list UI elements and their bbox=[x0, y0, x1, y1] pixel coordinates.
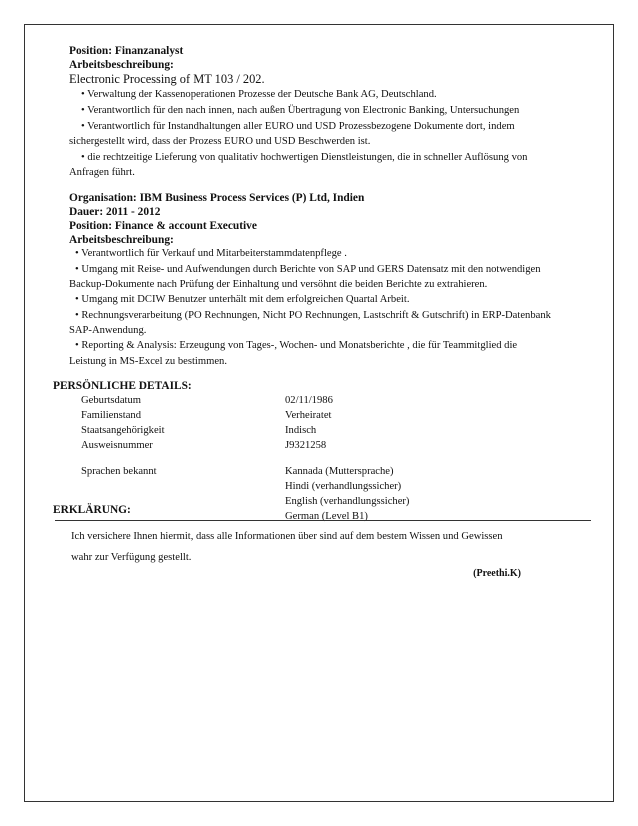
personal-value: J9321258 bbox=[285, 440, 327, 451]
language-item: Kannada (Muttersprache) bbox=[285, 466, 394, 477]
personal-value: Verheiratet bbox=[285, 410, 332, 421]
personal-value: 02/11/1986 bbox=[285, 395, 333, 406]
job1-bullet-cont: Anfragen führt. bbox=[69, 167, 135, 178]
personal-label: Familienstand bbox=[81, 410, 142, 421]
document-page bbox=[24, 24, 614, 802]
job1-intro: Electronic Processing of MT 103 / 202. bbox=[69, 72, 265, 86]
job2-bullet: • Reporting & Analysis: Erzeugung von Tages-, Wochen- und Monatsberichte , die für Teammitglied die bbox=[75, 340, 518, 351]
job2-bullet: • Umgang mit DCIW Benutzer unterhält mit dem erfolgreichen Quartal Arbeit. bbox=[75, 294, 410, 305]
job2-bullet-cont: Leistung in MS-Excel zu bestimmen. bbox=[69, 356, 227, 367]
declaration-text: wahr zur Verfügung gestellt. bbox=[71, 552, 192, 563]
job2-organisation: Organisation: IBM Business Process Services (P) Ltd, Indien bbox=[69, 192, 365, 204]
personal-label: Ausweisnummer bbox=[81, 440, 153, 451]
job1-arbeits-heading: Arbeitsbeschreibung: bbox=[69, 59, 174, 71]
job2-bullet: • Umgang mit Reise- und Aufwendungen durch Berichte von SAP und GERS Datensatz mit den notwendigen bbox=[75, 264, 541, 275]
declaration-heading: ERKLÄRUNG: bbox=[53, 504, 131, 516]
personal-label: Staatsangehörigkeit bbox=[81, 425, 165, 436]
declaration-text: Ich versichere Ihnen hiermit, dass alle Informationen über sind auf dem bestem Wissen und Gewissen bbox=[71, 531, 503, 542]
job1-bullet-cont: sichergestellt wird, dass der Prozess EURO und USD Beschwerden ist. bbox=[69, 136, 371, 147]
job2-bullet: • Verantwortlich für Verkauf und Mitarbeiterstammdatenpflege . bbox=[75, 248, 347, 259]
personal-heading: PERSÖNLICHE DETAILS: bbox=[53, 380, 192, 392]
language-item: German (Level B1) bbox=[285, 511, 368, 522]
personal-value: Indisch bbox=[285, 425, 317, 436]
job1-bullet: • Verantwortlich für den nach innen, nach außen Übertragung von Electronic Banking, Untersuchungen bbox=[81, 105, 520, 116]
job2-bullet-cont: Backup-Dokumente nach Prüfung der Einhaltung und versöhnt die beiden Berichte zu extrahieren. bbox=[69, 279, 488, 290]
job2-bullet: • Rechnungsverarbeitung (PO Rechnungen, Nicht PO Rechnungen, Lastschrift & Gutschrift) in ERP-Datenbank bbox=[75, 310, 551, 321]
signature: (Preethi.K) bbox=[473, 568, 521, 579]
divider-line bbox=[55, 520, 591, 521]
language-item: English (verhandlungssicher) bbox=[285, 496, 410, 507]
language-item: Hindi (verhandlungssicher) bbox=[285, 481, 402, 492]
job1-bullet: • Verantwortlich für Instandhaltungen aller EURO und USD Prozessbezogene Dokumente dort, indem bbox=[81, 121, 515, 132]
job2-position: Position: Finance & account Executive bbox=[69, 220, 257, 232]
languages-label: Sprachen bekannt bbox=[81, 466, 157, 477]
job2-arbeits-heading: Arbeitsbeschreibung: bbox=[69, 234, 174, 246]
job1-bullet: • Verwaltung der Kassenoperationen Prozesse der Deutsche Bank AG, Deutschland. bbox=[81, 89, 437, 100]
job1-bullet: • die rechtzeitige Lieferung von qualitativ hochwertigen Dienstleistungen, die in schneller Auflösung von bbox=[81, 152, 528, 163]
job2-bullet-cont: SAP-Anwendung. bbox=[69, 325, 147, 336]
job1-position: Position: Finanzanalyst bbox=[69, 45, 184, 57]
job2-dauer: Dauer: 2011 - 2012 bbox=[69, 206, 161, 218]
personal-label: Geburtsdatum bbox=[81, 395, 142, 406]
